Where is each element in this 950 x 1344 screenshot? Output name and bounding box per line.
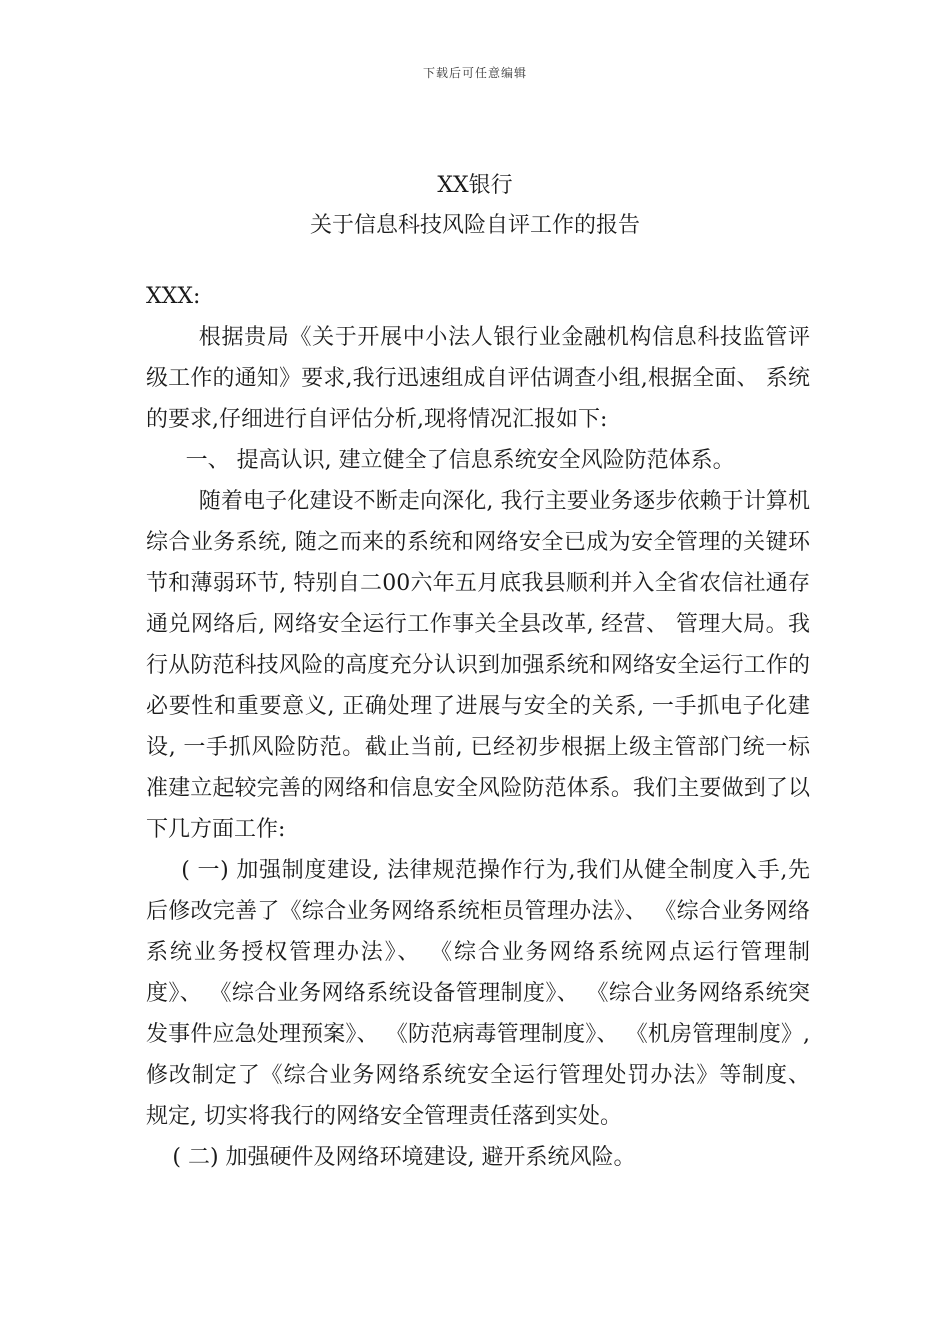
document-title-report: 关于信息科技风险自评工作的报告: [309, 213, 640, 238]
salutation: XXX:: [146, 284, 201, 309]
section-1-heading: 一、 提高认识, 建立健全了信息系统安全风险防范体系。: [185, 448, 735, 473]
intro-paragraph: 根据贵局《关于开展中小法人银行业金融机构信息科技监管评级工作的通知》要求,我行迅速组成自评估调查小组,根据全面、 系统的要求,仔细进行自评估分析,现将情况汇报如下:: [146, 325, 810, 432]
document-body: [146, 276, 810, 1178]
subsection-2-heading: ( 二) 加强硬件及网络环境建设, 避开系统风险。: [172, 1145, 636, 1170]
document-title-bank: XX银行: [437, 173, 513, 198]
section-1-paragraph: 随着电子化建设不断走向深化, 我行主要业务逐步依赖于计算机综合业务系统, 随之而来的系统和网络安全已成为安全管理的关键环节和薄弱环节, 特别自二00六年五月底我县顺利并入全省农信社通存通兑网络后, 网络安全运行工作事关全县改革, 经营、 管理大局。我行从防范科技风险的高度充分认识到加强系统和网络安全运行工作的必要性和重要意义, 正确处理了进展与安全的关系, 一手抓电子化建设, 一手抓风险防范。截止当前, 已经初步根据上级主管部门统一标准建立起较完善的网络和信息安全风险防范体系。我们主要做到了以下几方面工作:: [146, 489, 810, 842]
subsection-1-paragraph: ( 一) 加强制度建设, 法律规范操作行为,我们从健全制度入手,先后修改完善了《综合业务网络系统柜员管理办法》、 《综合业务网络系统业务授权管理办法》、 《综合业务网络系统网点运行管理制度》、 《综合业务网络系统设备管理制度》、 《综合业务网络系统突发事件应急处理预案》、 《防范病毒管理制度》、 《机房管理制度》, 修改制定了《综合业务网络系统安全运行管理处罚办法》等制度、 规定, 切实将我行的网络安全管理责任落到实处。: [146, 858, 810, 1129]
header-note: 下载后可任意编辑: [422, 66, 527, 80]
